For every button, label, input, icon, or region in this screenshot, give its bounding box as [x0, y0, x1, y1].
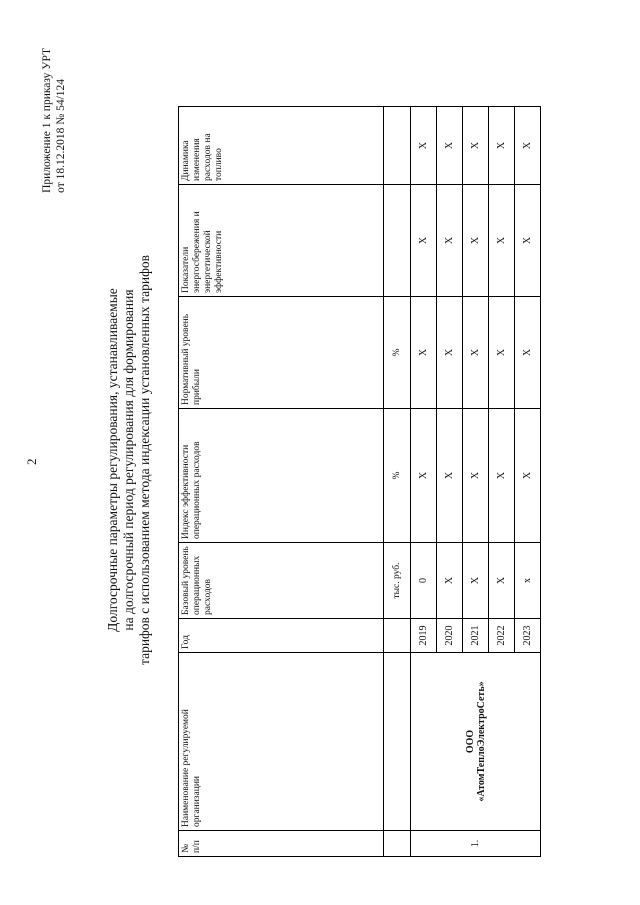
cell-year: 2020 [437, 619, 463, 653]
cell-fuel: X [437, 107, 463, 185]
header-num: № п/п [179, 831, 384, 857]
header-index: Индекс эффективности операционных расходов [179, 409, 384, 543]
unit-empty [384, 619, 411, 653]
appendix-line-2: от 18.12.2018 № 54/124 [55, 78, 67, 193]
header-org: Наименование регулируемой организации [179, 653, 384, 831]
document-title [105, 110, 153, 810]
unit-profit: % [384, 297, 411, 409]
cell-energy: X [411, 185, 437, 297]
header-fuel: Динамика изменения расходов на топливо [179, 107, 384, 185]
cell-profit: X [411, 297, 437, 409]
title-line-2: на долгосрочный период регулирования для формирования [121, 289, 136, 631]
cell-profit: X [463, 297, 489, 409]
unit-empty [384, 653, 411, 831]
org-name-line-2: «АтомТеплоЭлектроСеть» [475, 681, 487, 802]
cell-fuel: X [515, 107, 541, 185]
cell-year: 2022 [489, 619, 515, 653]
cell-profit: X [437, 297, 463, 409]
unit-index: % [384, 409, 411, 543]
unit-base: тыс. руб. [384, 543, 411, 619]
cell-base: x [515, 543, 541, 619]
cell-fuel: X [411, 107, 437, 185]
cell-energy: X [489, 185, 515, 297]
cell-base: X [437, 543, 463, 619]
header-profit: Нормативный уровень прибыли [179, 297, 384, 409]
cell-profit: X [489, 297, 515, 409]
table-header-row [179, 107, 384, 857]
cell-base: X [463, 543, 489, 619]
title-line-1: Долгосрочные параметры регулирования, устанавливаемые [105, 288, 120, 632]
cell-index: X [411, 409, 437, 543]
unit-empty [384, 831, 411, 857]
org-name [411, 653, 541, 831]
cell-index: X [463, 409, 489, 543]
cell-index: X [437, 409, 463, 543]
cell-energy: X [463, 185, 489, 297]
table-row [411, 107, 437, 857]
header-energy: Показатели энергосбережения и энергетической эффективности [179, 185, 384, 297]
cell-year: 2019 [411, 619, 437, 653]
cell-base: X [489, 543, 515, 619]
cell-base: 0 [411, 543, 437, 619]
cell-index: X [515, 409, 541, 543]
unit-empty [384, 185, 411, 297]
cell-year: 2023 [515, 619, 541, 653]
cell-energy: X [515, 185, 541, 297]
appendix-note [40, 48, 68, 193]
title-line-3: тарифов с использованием метода индексации установленных тарифов [137, 255, 152, 665]
parameters-table [178, 106, 541, 857]
cell-profit: X [515, 297, 541, 409]
cell-energy: X [437, 185, 463, 297]
table-units-row [384, 107, 411, 857]
cell-fuel: X [489, 107, 515, 185]
header-year: Год [179, 619, 384, 653]
header-base: Базовый уровень операционных расходов [179, 543, 384, 619]
cell-year: 2021 [463, 619, 489, 653]
org-name-line-1: ООО [464, 729, 476, 754]
cell-index: X [489, 409, 515, 543]
cell-fuel: X [463, 107, 489, 185]
unit-empty [384, 107, 411, 185]
appendix-line-1: Приложение 1 к приказу УРТ [41, 48, 53, 193]
row-number: 1. [411, 831, 541, 857]
page-number: 2 [24, 458, 39, 465]
